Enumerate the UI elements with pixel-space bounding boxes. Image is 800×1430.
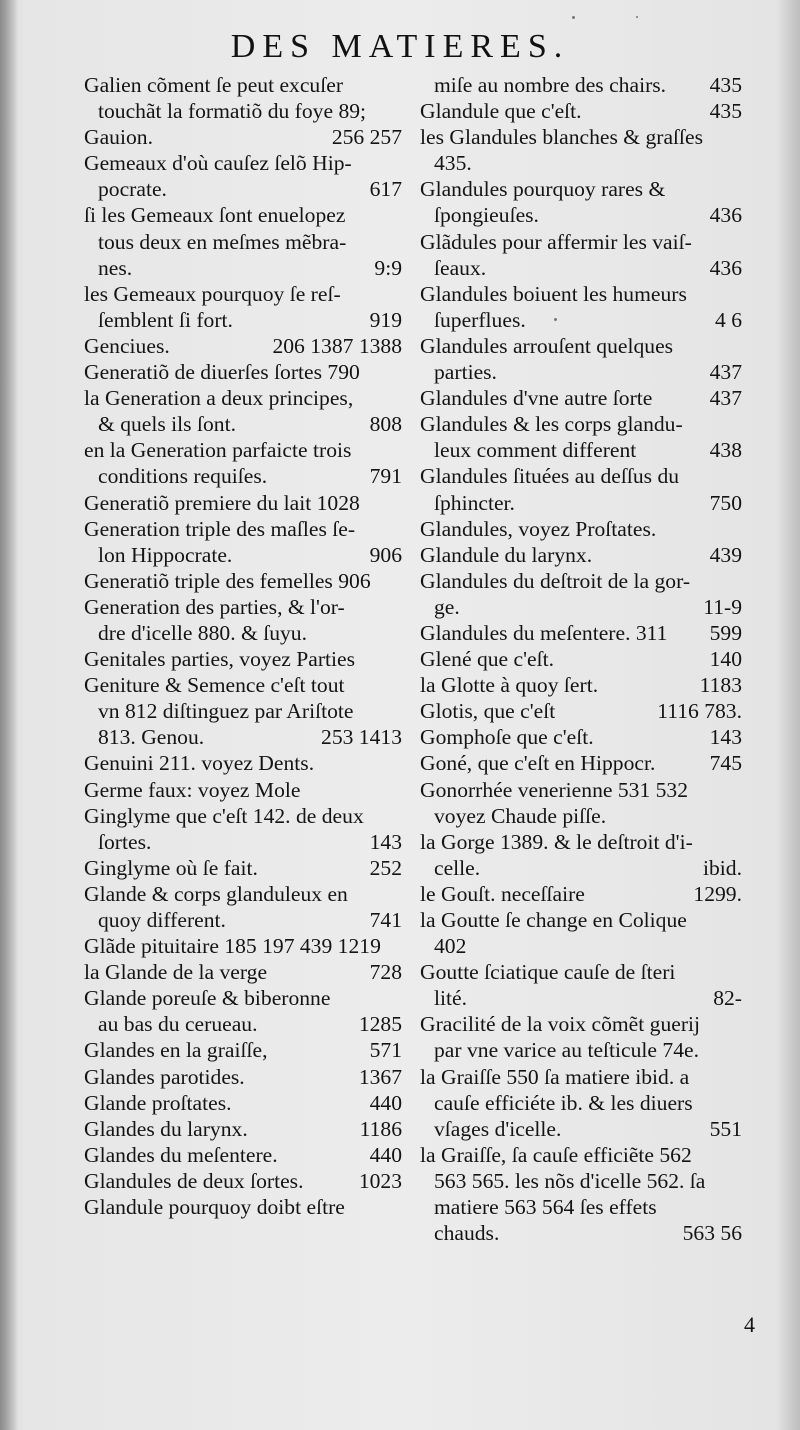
index-entry-text: Glandes du meſentere. [84,1142,278,1167]
index-entry-text: Goutte ſciatique cauſe de ſteri [420,960,676,985]
index-entry-text: Glandules de deux ſortes. [84,1168,304,1193]
index-line [84,724,402,750]
index-entry-text: Glande & corps glanduleux en [84,881,348,906]
index-entry-text: Glande poreuſe & biberonne [84,986,331,1011]
index-line [420,385,742,411]
index-page-ref: 256 257 [331,125,402,150]
index-line [420,881,742,907]
index-entry-text: Generation triple des maſles ſe- [84,516,356,541]
index-line [84,176,402,202]
index-line [420,855,742,881]
index-line [420,202,742,228]
index-line [84,933,402,959]
index-entry-text: Glandules pourquoy rares & [420,177,666,202]
ink-speck [636,16,638,18]
index-line [84,202,402,228]
index-line [420,1142,742,1168]
index-entry-text: la Glotte à quoy ſert. [420,673,599,698]
index-entry-text: Genciues. [84,333,170,358]
index-entry-text: 563 565. les nõs d'icelle 562. ſa [434,1168,706,1193]
index-line [84,646,402,672]
index-line [420,646,742,672]
index-line [84,620,402,646]
index-line [420,542,742,568]
index-entry-text: celle. [434,855,481,880]
index-entry-text: Genuini 211. voyez Dents. [84,751,315,776]
index-line [84,1037,402,1063]
index-line [420,1037,742,1063]
index-entry-text: Glandules du deſtroit de la gor- [420,568,691,593]
index-entry-text: la Graiſſe 550 ſa matiere ibid. a [420,1064,690,1089]
index-entry-text: quoy different. [98,908,226,932]
index-page-ref: 1285 [358,1012,402,1037]
index-line [84,333,402,359]
index-entry-text: ſpongieuſes. [434,203,539,228]
index-entry-text: ſphincter. [434,490,515,515]
index-line [84,542,402,568]
index-entry-text: dre d'icelle 880. & ſuyu. [98,620,307,645]
index-line [420,437,742,463]
index-line [84,698,402,724]
index-page-ref: ibid. [703,855,742,880]
index-page-ref: 551 [709,1116,742,1141]
index-entry-text: 402 [434,934,467,959]
index-line [420,907,742,933]
index-page-ref: 82- [713,986,742,1011]
index-entry-text: Glandules ſituées au deſſus du [420,464,680,489]
index-entry-text: Glandes du larynx. [84,1116,248,1141]
index-entry-text: ſuperflues. [434,307,526,332]
index-line [420,255,742,281]
index-entry-text: conditions requiſes. [98,464,268,489]
index-page-ref: 1183 [699,673,742,698]
index-page-ref: 435 [709,73,742,97]
index-line [420,490,742,516]
index-line [420,698,742,724]
index-entry-text: 435. [434,151,472,176]
index-entry-text: Glãde pituitaire 185 197 439 1219 [84,934,381,959]
index-entry-text: Glande proſtates. [84,1090,232,1115]
index-line [420,1220,742,1246]
index-line [420,594,742,620]
index-line [420,124,742,150]
index-entry-text: le Gouſt. neceſſaire [420,881,585,906]
index-line [420,176,742,202]
index-line [420,463,742,489]
index-page-ref: 439 [709,542,742,567]
index-line [84,1011,402,1037]
index-page-ref: 571 [369,1038,402,1063]
index-entry-text: Genitales parties, voyez Parties [84,647,356,672]
index-line [84,750,402,776]
index-page-ref: 791 [369,464,402,489]
index-line [84,1090,402,1116]
index-line [420,959,742,985]
index-entry-text: Ginglyme où ſe fait. [84,855,258,880]
index-line [420,1116,742,1142]
index-page-ref: 750 [709,490,742,515]
index-entry-text: ge. [434,594,460,619]
index-line [420,1090,742,1116]
index-line [84,229,402,255]
index-line [420,1011,742,1037]
index-line [420,620,742,646]
index-page-ref: 599 [709,620,742,645]
index-line [84,855,402,881]
index-page-ref: 9:9 [374,255,402,280]
index-page-ref: 1186 [359,1116,402,1141]
index-entry-text: Germe faux: voyez Mole [84,777,301,802]
index-entry-text: pocrate. [98,177,167,202]
index-page-ref: 741 [369,908,402,932]
index-entry-text: ſemblent ſi fort. [98,307,233,332]
index-entry-text: lon Hippocrate. [98,542,233,567]
index-line [420,1064,742,1090]
index-entry-text: Glãdules pour affermir les vaiſ- [420,229,692,254]
index-line [420,72,742,98]
index-entry-text: Glandule que c'eſt. [420,99,582,124]
index-entry-text: la Goutte ſe change en Colique [420,908,687,932]
index-entry-text: touchãt la formatiõ du foye 89; [98,99,367,124]
index-entry-text: leux comment different [434,438,637,463]
ink-speck [572,16,575,19]
index-line [84,411,402,437]
index-page-ref: 1023 [358,1168,402,1193]
index-entry-text: Galien cõment ſe peut excuſer [84,73,344,97]
index-entry-text: matiere 563 564 ſes effets [434,1195,657,1220]
index-line [420,750,742,776]
index-line [84,150,402,176]
index-line [84,437,402,463]
index-page-ref: 438 [709,438,742,463]
signature-mark: 4 [744,1312,755,1337]
running-head: DES MATIERES. [230,28,570,65]
index-entry-text: miſe au nombre des chairs. [434,73,667,97]
index-entry-text: chauds. [434,1221,500,1246]
index-page-ref: 437 [709,386,742,411]
index-line [420,307,742,333]
index-line [84,516,402,542]
index-entry-text: la Gorge 1389. & le deſtroit d'i- [420,829,693,854]
index-line [420,150,742,176]
index-entry-text: cauſe efficiéte ib. & les diuers [434,1090,693,1115]
index-entry-text: ſi les Gemeaux ſont enuelopez [84,203,346,228]
index-line [420,672,742,698]
index-line [84,307,402,333]
index-entry-text: vſages d'icelle. [434,1116,562,1141]
index-entry-text: Glandules arrouſent quelques [420,333,674,358]
index-entry-text: 813. Genou. [98,725,205,750]
index-entry-text: Generatiõ premiere du lait 1028 [84,490,360,515]
index-entry-text: Glandes parotides. [84,1064,245,1089]
index-entry-text: Glandules boiuent les humeurs [420,281,687,306]
index-page-ref: 906 [369,542,402,567]
index-page-ref: 563 56 [682,1221,742,1246]
index-page-ref: 617 [369,177,402,202]
index-page-ref: 436 [709,255,742,280]
index-entry-text: les Glandules blanches & graſſes [420,125,704,150]
index-page-ref: 808 [369,412,402,437]
index-page-ref: 1116 783. [657,699,742,724]
index-line [84,907,402,933]
index-line [84,985,402,1011]
ink-speck [554,318,557,321]
index-line [420,803,742,829]
index-entry-text: Glandules & les corps glandu- [420,412,683,437]
index-line [420,985,742,1011]
index-line [420,333,742,359]
index-entry-text: la Glande de la verge [84,960,268,985]
index-entry-text: Glandule du larynx. [420,542,593,567]
index-line [420,568,742,594]
index-page-ref: 4 6 [715,307,742,332]
index-page-ref: 437 [709,360,742,385]
index-entry-text: Glandule pourquoy doibt eſtre [84,1195,345,1220]
index-entry-text: Glandes en la graiſſe, [84,1038,268,1063]
index-entry-text: Gomphoſe que c'eſt. [420,725,594,750]
index-entry-text: par vne varice au teſticule 74e. [434,1038,699,1063]
index-entry-text: Glandules d'vne autre ſorte [420,386,653,411]
index-entry-text: lité. [434,986,467,1011]
index-line [420,359,742,385]
right-index-column [420,72,742,1246]
index-page-ref: 440 [369,1142,402,1167]
index-entry-text: ſortes. [98,829,152,854]
index-page-ref: 11-9 [703,594,742,619]
index-page-ref: 253 1413 [321,725,402,750]
index-line [84,1064,402,1090]
index-entry-text: voyez Chaude piſſe. [434,803,607,828]
index-entry-text: parties. [434,360,497,385]
index-page-ref: 143 [709,725,742,750]
index-entry-text: Goné, que c'eſt en Hippocr. [420,751,656,776]
index-line [84,777,402,803]
index-page-ref: 143 [369,829,402,854]
index-line [84,568,402,594]
index-entry-text: Generatiõ triple des femelles 906 [84,568,371,593]
index-line [420,777,742,803]
index-line [84,881,402,907]
index-page-ref: 745 [709,751,742,776]
index-entry-text: les Gemeaux pourquoy ſe reſ- [84,281,341,306]
index-page-ref: 728 [369,960,402,985]
index-page-ref: 1367 [358,1064,402,1089]
index-page-ref: 440 [369,1090,402,1115]
index-entry-text: tous deux en meſmes mẽbra- [98,229,347,254]
index-line [420,281,742,307]
index-line [84,672,402,698]
index-line [84,281,402,307]
index-line [84,72,402,98]
index-entry-text: Ginglyme que c'eſt 142. de deux [84,803,364,828]
index-entry-text: au bas du cerueau. [98,1012,258,1037]
index-entry-text: Glotis, que c'eſt [420,699,556,724]
index-line [84,829,402,855]
index-line [84,803,402,829]
index-page-ref: 436 [709,203,742,228]
index-entry-text: Gonorrhée venerienne 531 532 [420,777,689,802]
index-entry-text: Glandules, voyez Proſtates. [420,516,657,541]
index-line [84,1194,402,1220]
index-line [420,1194,742,1220]
index-entry-text: Glandules du meſentere. 311 [420,620,668,645]
index-entry-text: la Generation a deux principes, [84,386,354,411]
index-entry-text: Geniture & Semence c'eſt tout [84,673,345,698]
index-line [420,724,742,750]
index-line [84,359,402,385]
index-page-ref: 140 [709,647,742,672]
index-entry-text: la Graiſſe, ſa cauſe efficiẽte 562 [420,1142,692,1167]
index-line [84,959,402,985]
index-line [84,98,402,124]
index-entry-text: Gauion. [84,125,153,150]
index-page-ref: 1299. [693,881,742,906]
index-page-ref: 206 1387 1388 [272,333,402,358]
index-entry-text: ſeaux. [434,255,487,280]
index-entry-text: & quels ils ſont. [98,412,236,437]
index-line [84,1116,402,1142]
index-line [420,98,742,124]
index-entry-text: Gracilité de la voix cõmẽt guerij [420,1012,701,1037]
spine-shadow [0,0,18,1430]
index-page-ref: 252 [369,855,402,880]
index-line [420,411,742,437]
index-line [420,516,742,542]
index-entry-text: Glené que c'eſt. [420,647,554,672]
index-entry-text: Gemeaux d'où cauſez ſelõ Hip- [84,151,352,176]
index-entry-text: en la Generation parfaicte trois [84,438,352,463]
index-line [84,594,402,620]
index-line [420,1168,742,1194]
left-index-column [84,72,402,1220]
index-line [84,385,402,411]
index-page-ref: 435 [709,99,742,124]
index-entry-text: Generation des parties, & l'or- [84,594,345,619]
index-line [84,1168,402,1194]
index-line [420,229,742,255]
index-line [84,124,402,150]
index-line [84,1142,402,1168]
index-line [84,463,402,489]
index-page-ref: 919 [369,307,402,332]
index-line [420,933,742,959]
index-entry-text: Generatiõ de diuerſes ſortes 790 [84,360,360,385]
index-line [84,490,402,516]
index-entry-text: vn 812 diſtinguez par Ariſtote [98,699,354,724]
index-line [420,829,742,855]
index-entry-text: nes. [98,255,133,280]
index-line [84,255,402,281]
